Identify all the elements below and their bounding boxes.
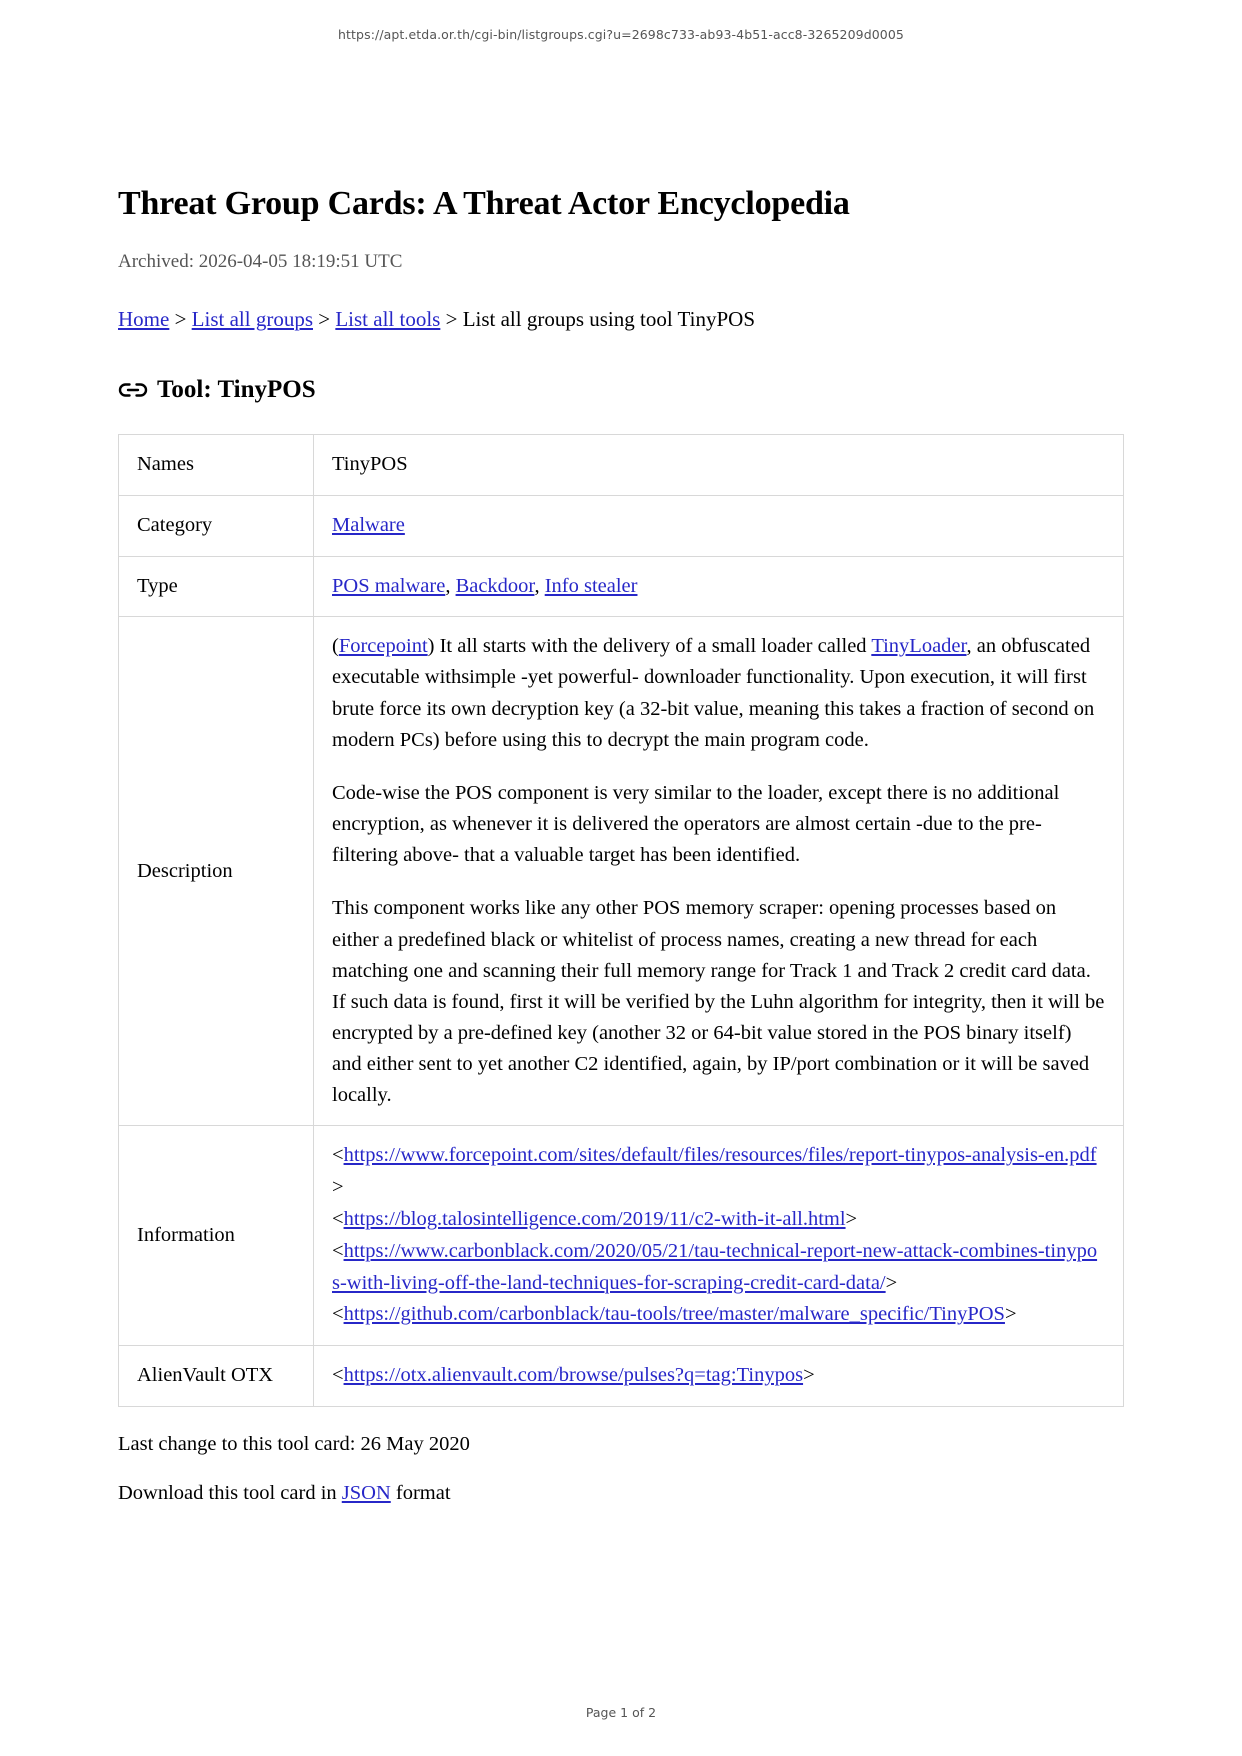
description-paragraph-1 <box>332 631 1105 756</box>
row-value-description <box>314 617 1124 1126</box>
breadcrumb-link-home[interactable]: Home <box>118 307 170 331</box>
download-prefix: Download this tool card in <box>118 1481 342 1504</box>
information-link-item: <https://blog.talosintelligence.com/2019/11/c2-with-it-all.html> <box>332 1208 858 1231</box>
breadcrumb-link-list-all-tools[interactable]: List all tools <box>335 307 441 331</box>
row-label-information: Information <box>119 1126 314 1346</box>
link-malware[interactable]: Malware <box>332 513 405 536</box>
table-row-type <box>119 556 1124 617</box>
download-suffix: format <box>390 1481 451 1504</box>
row-value-category <box>314 495 1124 556</box>
link-backdoor[interactable]: Backdoor <box>455 574 535 597</box>
link-icon <box>118 378 148 402</box>
link-github-tau-tools[interactable]: https://github.com/carbonblack/tau-tools/tree/master/malware_specific/TinyPOS <box>343 1303 1005 1326</box>
row-label-description: Description <box>119 617 314 1126</box>
link-carbonblack-report[interactable]: https://www.carbonblack.com/2020/05/21/tau-technical-report-new-attack-combines-tinypos-with-living-off-the-land-techniques-for-scraping-credit-card-data/ <box>332 1239 1098 1294</box>
link-pos-malware[interactable]: POS malware <box>332 574 446 597</box>
link-forcepoint[interactable]: Forcepoint <box>338 635 428 658</box>
tool-info-table <box>118 434 1124 1407</box>
row-value-alienvault: <https://otx.alienvault.com/browse/pulses?q=tag:Tinypos> <box>314 1346 1124 1407</box>
description-paragraph-2: Code-wise the POS component is very similar to the loader, except there is no additional encryption, as whenever it is delivered the operators are almost certain -due to the pre-filtering above- that a valuable target has been identified. <box>332 781 1060 867</box>
row-label-names: Names <box>119 435 314 496</box>
information-link-item: <https://github.com/carbonblack/tau-tools/tree/master/malware_specific/TinyPOS> <box>332 1303 1017 1326</box>
table-row-category <box>119 495 1124 556</box>
tool-heading-label: Tool: TinyPOS <box>157 376 316 403</box>
document-content <box>118 0 1124 1505</box>
tool-heading <box>118 376 1124 404</box>
row-label-alienvault: AlienVault OTX <box>119 1346 314 1407</box>
link-tinyloader[interactable]: TinyLoader <box>871 635 967 658</box>
desc-paren-open: ( <box>332 635 339 658</box>
archived-source-url: https://apt.etda.or.th/cgi-bin/listgroups.cgi?u=2698c733-ab93-4b51-acc8-3265209d0005 <box>338 27 904 42</box>
breadcrumb-separator: > <box>313 307 336 331</box>
type-separator: , <box>534 574 545 597</box>
table-row-information <box>119 1126 1124 1346</box>
row-value-information <box>314 1126 1124 1346</box>
breadcrumb-separator: > <box>440 307 463 331</box>
download-note <box>118 1482 1124 1505</box>
information-link-item: <https://www.forcepoint.com/sites/default/files/resources/files/report-tinypos-analysis-en.pdf> <box>332 1144 1097 1199</box>
page-title: Threat Group Cards: A Threat Actor Encyclopedia <box>118 185 850 222</box>
table-row-description <box>119 617 1124 1126</box>
row-label-type: Type <box>119 556 314 617</box>
row-value-type <box>314 556 1124 617</box>
information-link-item: <https://www.carbonblack.com/2020/05/21/tau-technical-report-new-attack-combines-tinypos-with-living-off-the-land-techniques-for-scraping-credit-card-data/> <box>332 1239 1098 1294</box>
row-value-names: TinyPOS <box>314 435 1124 496</box>
breadcrumb <box>118 307 1124 332</box>
breadcrumb-link-list-all-groups[interactable]: List all groups <box>191 307 313 331</box>
description-paragraph-3: This component works like any other POS memory scraper: opening processes based on either a predefined black or whitelist of process names, creating a new thread for each matching one and scanning their full memory range for Track 1 and Track 2 credit card data. If such data is found, first it will be verified by the Luhn algorithm for integrity, then it will be encrypted by a pre-defined key (another 32 or 64-bit value stored in the POS binary itself) and either sent to yet another C2 identified, again, by IP/port combination or it will be saved locally. <box>332 897 1105 1107</box>
link-alienvault-otx[interactable]: https://otx.alienvault.com/browse/pulses?q=tag:Tinypos <box>343 1364 804 1387</box>
link-talos-blog[interactable]: https://blog.talosintelligence.com/2019/11/c2-with-it-all.html <box>343 1208 846 1231</box>
row-label-category: Category <box>119 495 314 556</box>
archived-timestamp: Archived: 2026-04-05 18:19:51 UTC <box>118 251 403 272</box>
link-json-download[interactable]: JSON <box>341 1481 391 1504</box>
breadcrumb-current: List all groups using tool TinyPOS <box>462 307 756 331</box>
link-info-stealer[interactable]: Info stealer <box>544 574 638 597</box>
desc-text-after: , an obfuscated executable withsimple -yet powerful- downloader functionality. Upon execution, it will first brute force its own decryption key (a 32-bit value, meaning this takes a fraction of second on modern PCs) before using this to decrypt the main program code. <box>332 635 1095 751</box>
page-number: Page 1 of 2 <box>585 1705 657 1720</box>
last-change-note: Last change to this tool card: 26 May 2020 <box>118 1432 470 1455</box>
breadcrumb-separator: > <box>169 307 192 331</box>
table-row-names <box>119 435 1124 496</box>
desc-text-mid: ) It all starts with the delivery of a small loader called <box>427 635 872 658</box>
link-forcepoint-report[interactable]: https://www.forcepoint.com/sites/default/files/resources/files/report-tinypos-analysis-en.pdf <box>343 1144 1097 1167</box>
type-separator: , <box>445 574 456 597</box>
table-row-alienvault <box>119 1346 1124 1407</box>
